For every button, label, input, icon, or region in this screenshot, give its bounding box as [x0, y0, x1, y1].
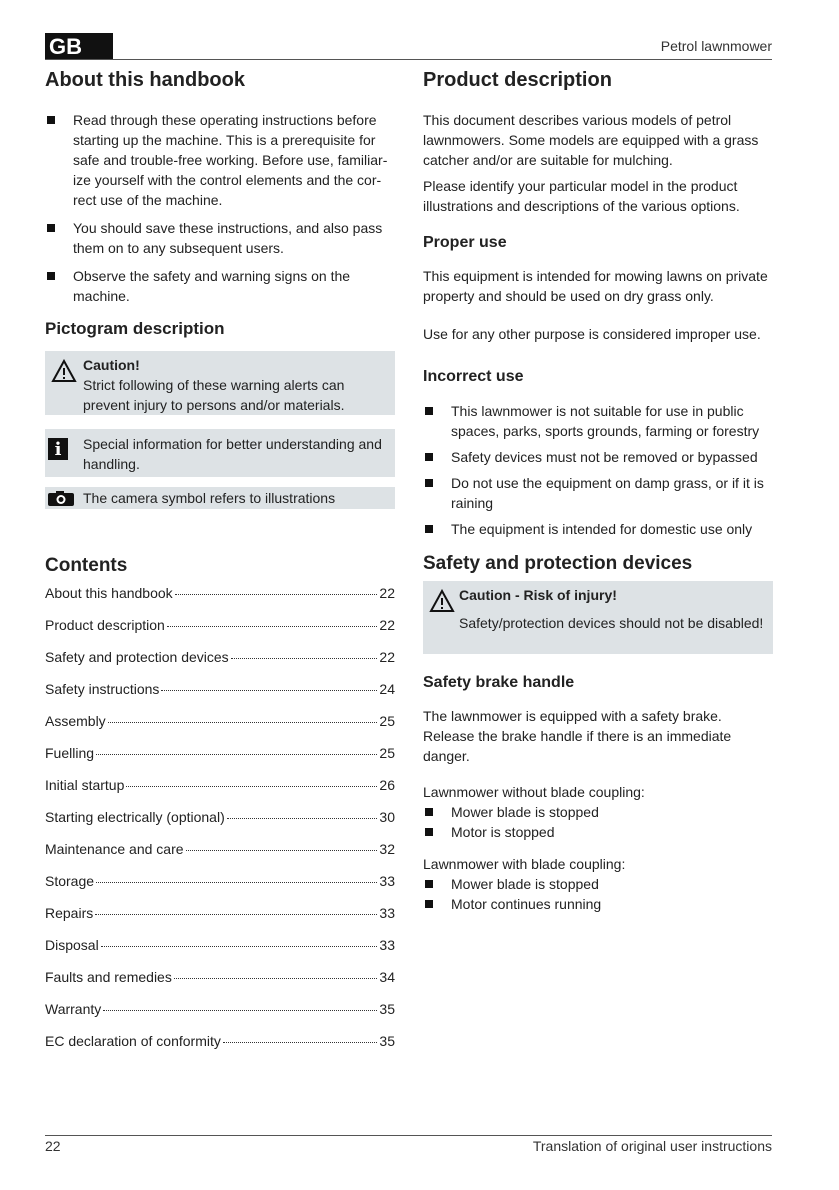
incorrect-use-heading: Incorrect use — [423, 368, 524, 385]
brake-paragraph: The lawnmower is equipped with a safety brake. Release the brake handle if there is an immediate danger. — [423, 708, 732, 764]
toc-row[interactable]: EC declaration of conformity 35 — [45, 1033, 395, 1049]
info-box — [45, 429, 395, 477]
page-number: 22 — [45, 1138, 61, 1154]
product-heading: Product description — [423, 69, 612, 91]
info-text: Special information for better understanding and handling. — [83, 436, 382, 472]
list-item: Do not use the equipment on damp grass, or if it is raining — [423, 473, 773, 513]
toc-row[interactable]: Disposal 33 — [45, 937, 395, 953]
proper-use-heading: Proper use — [423, 234, 507, 251]
list-item: You should save these instructions, and also pass them on to any subsequent users. — [45, 218, 395, 258]
toc-row[interactable]: Starting electrically (optional) 30 — [45, 809, 395, 825]
info-icon: i — [48, 438, 68, 460]
list-item: Mower blade is stopped — [423, 802, 773, 822]
footer-rule — [45, 1135, 772, 1136]
list-item: This lawnmower is not suitable for use in public spaces, parks, sports grounds, farming or forestry — [423, 401, 773, 441]
list-item: Mower blade is stopped — [423, 874, 773, 894]
running-header-title: Petrol lawnmower — [660, 38, 772, 54]
toc-row[interactable]: Maintenance and care 32 — [45, 841, 395, 857]
pictogram-heading: Pictogram description — [45, 319, 225, 338]
caution-text: Safety/protection devices should not be disabled! — [459, 615, 764, 631]
camera-box — [45, 487, 395, 509]
incorrect-use-list — [423, 401, 773, 539]
caution-box — [45, 351, 395, 415]
warning-triangle-icon — [51, 359, 77, 383]
toc-row[interactable]: Product description 22 — [45, 617, 395, 633]
toc-row[interactable]: About this handbook 22 — [45, 585, 395, 601]
brake-heading: Safety brake handle — [423, 674, 575, 691]
list-item: The equipment is intended for domestic use only — [423, 519, 773, 539]
right-column — [423, 66, 773, 914]
toc-row[interactable]: Assembly 25 — [45, 713, 395, 729]
toc-row[interactable]: Faults and remedies 34 — [45, 969, 395, 985]
toc — [45, 585, 395, 1065]
brake-without-list — [423, 802, 773, 842]
contents-heading: Contents — [45, 555, 128, 576]
proper-use-paragraph: Use for any other purpose is considered improper use. — [423, 326, 761, 342]
brake-with-label: Lawnmower with blade coupling: — [423, 856, 626, 872]
toc-row[interactable]: Safety instructions 24 — [45, 681, 395, 697]
language-badge: GB — [45, 33, 113, 60]
about-list — [45, 110, 395, 306]
list-item: Motor continues running — [423, 894, 773, 914]
toc-row[interactable]: Fuelling 25 — [45, 745, 395, 761]
warning-triangle-icon — [429, 589, 455, 613]
left-column — [45, 66, 395, 1065]
caution-text: Strict following of these warning alerts can prevent injury to persons and/or materials. — [83, 377, 345, 413]
caution-title: Caution - Risk of injury! — [459, 587, 617, 603]
toc-row[interactable]: Initial startup 26 — [45, 777, 395, 793]
camera-text: The camera symbol refers to illustrations — [83, 490, 336, 506]
toc-row[interactable]: Warranty 35 — [45, 1001, 395, 1017]
camera-icon — [47, 491, 75, 507]
caution-title: Caution! — [83, 357, 140, 373]
about-heading: About this handbook — [45, 69, 245, 91]
list-item: Motor is stopped — [423, 822, 773, 842]
toc-row[interactable]: Storage 33 — [45, 873, 395, 889]
brake-with-list — [423, 874, 773, 914]
header-rule — [45, 59, 772, 60]
product-paragraph: This document describes various models of petrol lawnmowers. Some models are equipped with a grass catcher and/or are suitable for mulching. — [423, 112, 759, 168]
proper-use-paragraph: This equipment is intended for mowing lawns on private property and should be used on dry grass only. — [423, 268, 768, 304]
footer-note: Translation of original user instructions — [532, 1138, 772, 1154]
list-item: Read through these operating instructions before starting up the machine. This is a prerequisite for safe and trouble-free working. Before use, familiar-ize yourself with the control elements and the cor-rect use of the machine. — [45, 110, 395, 210]
safety-devices-heading: Safety and protection devices — [423, 553, 693, 574]
toc-row[interactable]: Repairs 33 — [45, 905, 395, 921]
list-item: Safety devices must not be removed or bypassed — [423, 447, 773, 467]
brake-without-label: Lawnmower without blade coupling: — [423, 784, 645, 800]
toc-row[interactable]: Safety and protection devices 22 — [45, 649, 395, 665]
product-paragraph: Please identify your particular model in the product illustrations and descriptions of the various options. — [423, 178, 740, 214]
list-item: Observe the safety and warning signs on the machine. — [45, 266, 395, 306]
caution-box — [423, 581, 773, 654]
